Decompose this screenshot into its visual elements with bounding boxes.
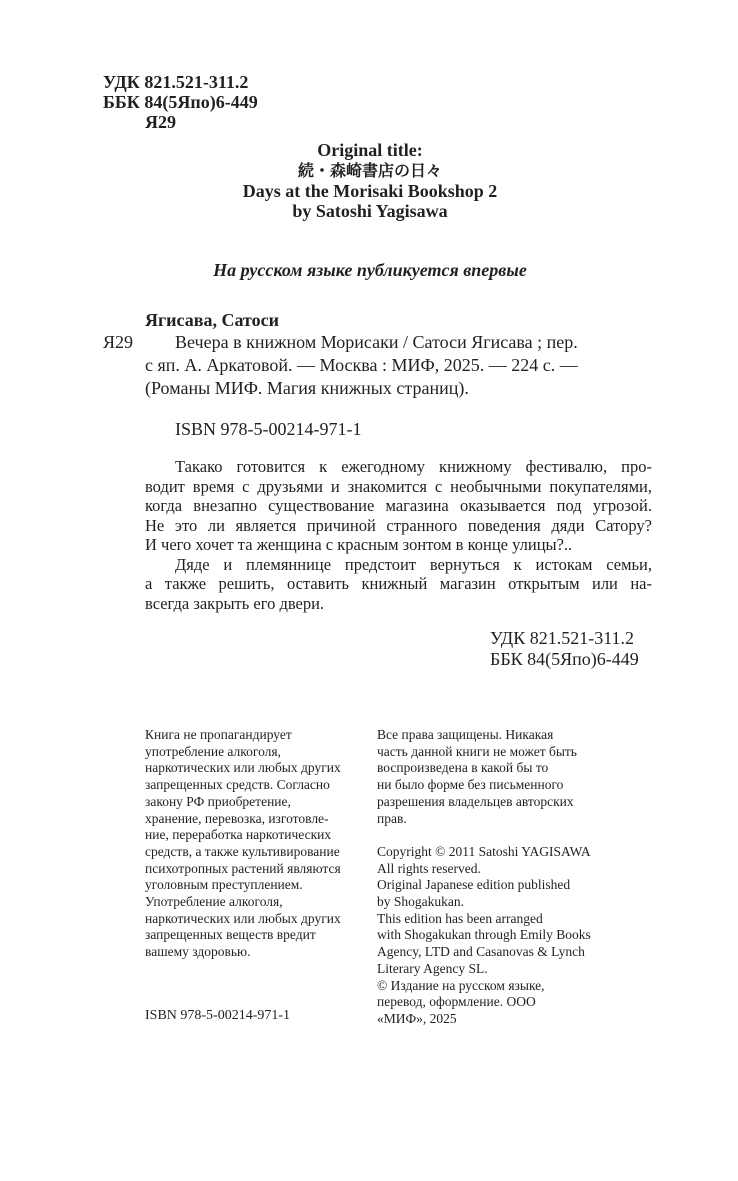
copyright-line: with Shogakukan through Emily Books xyxy=(377,927,591,943)
warning-line: вашему здоровью. xyxy=(145,944,251,960)
warning-line: наркотических или любых других xyxy=(145,760,341,776)
copyright-line: перевод, оформление. ООО xyxy=(377,994,536,1010)
warning-line: закону РФ приобретение, xyxy=(145,793,291,809)
copyright-line: by Shogakukan. xyxy=(377,894,464,910)
warning-line: употребление алкоголя, xyxy=(145,743,281,759)
bbk-code-bottom: ББК 84(5Япо)6-449 xyxy=(490,649,639,669)
biblio-line: Вечера в книжном Морисаки / Сатоси Ягисава ; пер. xyxy=(175,332,578,352)
udk-code: УДК 821.521-311.2 xyxy=(103,72,249,92)
biblio-line: (Романы МИФ. Магия книжных страниц). xyxy=(145,378,469,398)
original-title-label: Original title: xyxy=(317,140,423,160)
rights-line: часть данной книги не может быть xyxy=(377,743,577,759)
first-publication-note: На русском языке публикуется впервые xyxy=(213,260,527,280)
copyright-line: This edition has been arranged xyxy=(377,910,543,926)
annotation-line: Не это ли является причиной странного поведения дяди Сатору? xyxy=(145,515,652,535)
warning-line: хранение, перевозка, изготовле- xyxy=(145,810,329,826)
author-sign: Я29 xyxy=(145,112,176,132)
rights-line: разрешения владельцев авторских xyxy=(377,793,574,809)
warning-line: средств, а также культивирование xyxy=(145,843,340,859)
biblio-sign: Я29 xyxy=(103,332,134,352)
annotation xyxy=(145,457,652,613)
warning-line: ние, переработка наркотических xyxy=(145,827,332,843)
annotation-line: а также решить, оставить книжный магазин открытым или на- xyxy=(145,574,652,593)
copyright-line: Original Japanese edition published xyxy=(377,877,571,893)
copyright-line: Agency, LTD and Casanovas & Lynch xyxy=(377,944,585,960)
warning-line: уголовным преступлением. xyxy=(145,877,303,893)
warning-line: Книга не пропагандирует xyxy=(145,727,292,742)
copyright-line: Literary Agency SL. xyxy=(377,960,488,976)
copyright-line: All rights reserved. xyxy=(377,860,481,876)
annotation-line: Дяде и племяннице предстоит вернуться к истокам семьи, xyxy=(175,554,652,574)
author-heading: Ягисава, Сатоси xyxy=(145,310,279,330)
warning-line: Употребление алкоголя, xyxy=(145,894,283,910)
warning-line: наркотических или любых других xyxy=(145,910,341,926)
original-author: by Satoshi Yagisawa xyxy=(292,201,448,221)
english-title: Days at the Morisaki Bookshop 2 xyxy=(242,181,498,201)
copyright-line: Copyright © 2011 Satoshi YAGISAWA xyxy=(377,843,591,859)
rights-line: ни было форме без письменного xyxy=(377,777,564,793)
rights-line: Все права защищены. Никакая xyxy=(377,727,554,742)
annotation-line: когда внезапно существование магазина оказывается под угрозой. xyxy=(145,496,652,515)
warning-column xyxy=(145,727,341,961)
warning-line: запрещенных средств. Согласно xyxy=(145,777,330,793)
spacer xyxy=(377,827,591,844)
isbn: ISBN 978-5-00214-971-1 xyxy=(175,419,362,439)
warning-line: запрещенных веществ вредит xyxy=(145,927,316,943)
biblio-line: с яп. А. Аркатовой. — Москва : МИФ, 2025. — 224 с. — xyxy=(145,355,578,375)
udk-code-bottom: УДК 821.521-311.2 xyxy=(490,628,635,648)
rights-column xyxy=(377,727,591,1028)
japanese-title: 続・森崎書店の日々 xyxy=(297,161,442,180)
copyright-line: © Издание на русском языке, xyxy=(377,977,545,993)
annotation-line: водит время с друзьями и знакомится с необычными покупателями, xyxy=(145,476,652,496)
warning-line: психотропных растений являются xyxy=(145,860,341,876)
rights-line: прав. xyxy=(377,810,407,826)
rights-line: воспроизведена в какой бы то xyxy=(377,760,549,776)
bbk-code: ББК 84(5Япо)6-449 xyxy=(103,92,258,112)
annotation-line: всегда закрыть его двери. xyxy=(145,593,325,613)
annotation-line: И чего хочет та женщина с красным зонтом в конце улицы?.. xyxy=(145,535,573,554)
copyright-line: «МИФ», 2025 xyxy=(377,1010,457,1026)
isbn-bottom: ISBN 978-5-00214-971-1 xyxy=(145,1008,291,1023)
annotation-line: Такако готовится к ежегодному книжному фестивалю, про- xyxy=(175,457,652,476)
